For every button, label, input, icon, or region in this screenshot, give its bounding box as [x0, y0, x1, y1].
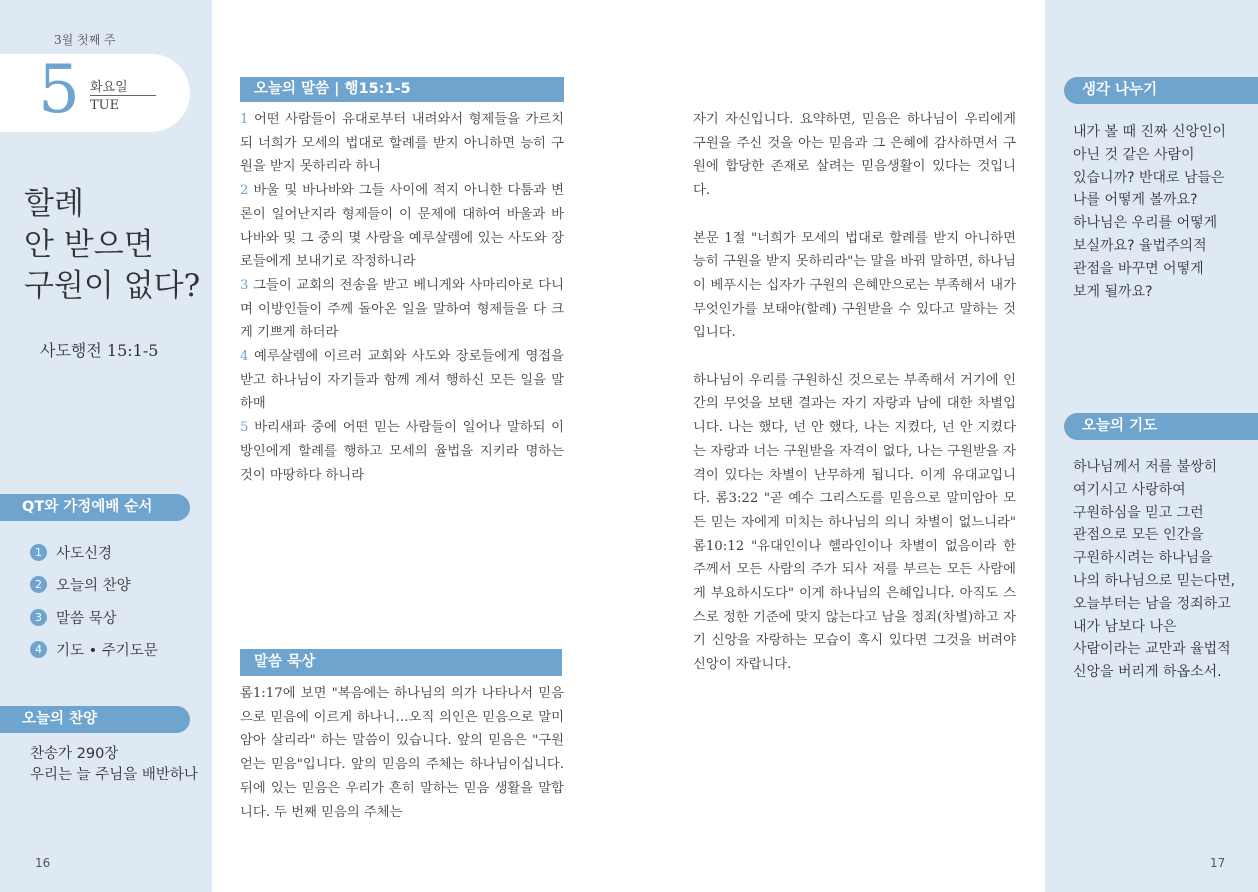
- verse-text: 바리새파 중에 어떤 믿는 사람들이 일어나 말하되 이방인에게 할례를 행하고 모세의 율법을 지키라 명하는 것이 마땅하다 하니라: [240, 420, 564, 483]
- qt-step: [30, 541, 112, 563]
- verse-number: 2: [240, 183, 249, 199]
- meditation-heading: 말씀 묵상: [240, 649, 562, 676]
- prayer-line: 오늘부터는 남을 정죄하고: [1073, 595, 1231, 612]
- page-number-right: 17: [1210, 856, 1226, 870]
- commentary-paragraph: 본문 1절 "너희가 모세의 법대로 할례를 받지 아니하면 능히 구원을 받지 못하리라"는 말을 바꿔 말하면, 하나님이 베푸시는 십자가 구원의 은혜만으로는 부족해서 내가 무엇인가를 보태야(할례) 구원받을 수 있다고 말하는 것입니다.: [693, 230, 1016, 341]
- prayer-line: 구원하시려는 하나님을: [1073, 550, 1213, 567]
- day-number: 5: [38, 51, 80, 128]
- verse-number: 5: [240, 420, 249, 436]
- hymn-line: 우리는 늘 주님을 배반하나: [30, 767, 198, 783]
- prayer-line: 관점으로 모든 인간을: [1073, 527, 1204, 544]
- title-line: 할례: [24, 186, 84, 222]
- prayer-heading: 오늘의 기도: [1064, 413, 1258, 440]
- commentary-paragraph: 하나님이 우리를 구원하신 것으로는 부족해서 거기에 인간의 무엇을 보탠 결과는 자기 자랑과 남에 대한 차별입니다. 나는 했다, 넌 안 했다, 나는 지켰다, 넌 안 지켰다는 자랑과 너는 구원받을 자격이 없다, 나는 구원받을 자격이 있다는 차별이 난무하게 됩니다. 이게 유대교입니다. 롬3:22 "곧 예수 그리스도를 믿음으로 말미암아 모든 믿는 자에게 미치는 하나님의 의니 차별이 없느니라" 롬10:12 "유대인이나 헬라인이나 차별이 없음이라 한 주께서 모든 사람의 주가 되사 저를 부르는 모든 사람에게 부요하시도다" 이게 하나님의 은혜입니다. 아직도 스스로 정한 기준에 맞지 않는다고 남을 정죄(차별)하고 자기 신앙을 자랑하는 모습이 혹시 있다면 그것을 버려야 신앙이 자랍니다.: [693, 372, 1016, 673]
- step-label: 기도 • 주기도문: [56, 642, 158, 659]
- hymn-text: [30, 744, 198, 786]
- day-english: TUE: [90, 98, 120, 113]
- qt-step: [30, 573, 131, 595]
- verse-number: 3: [240, 277, 249, 293]
- verse: [240, 274, 564, 345]
- prayer-text: [1073, 456, 1235, 684]
- verse-text: 예루살렘에 이르러 교회와 사도와 장로들에게 영접을 받고 하나님이 자기들과 함께 계셔 행하신 모든 일을 말하매: [240, 349, 564, 412]
- sharing-heading: 생각 나누기: [1064, 77, 1258, 104]
- prayer-line: 구원하심을 믿고 그런: [1073, 504, 1204, 521]
- verse: [240, 179, 564, 274]
- prayer-line: 내가 남보다 나은: [1073, 618, 1177, 635]
- step-label: 사도신경: [56, 545, 113, 562]
- sharing-line: 아닌 것 같은 사람이: [1073, 146, 1195, 163]
- hymn-heading: 오늘의 찬양: [0, 706, 190, 733]
- title-line: 구원이 없다?: [24, 268, 201, 304]
- sharing-line: 보게 될까요?: [1073, 283, 1153, 300]
- verse-text: 그들이 교회의 전송을 받고 베니게와 사마리아로 다니며 이방인들이 주께 돌아온 일을 말하여 형제들을 다 크게 기쁘게 하더라: [240, 277, 564, 341]
- step-number: 4: [30, 641, 47, 658]
- day-divider: [90, 95, 156, 96]
- sharing-line: 관점을 바꾸면 어떻게: [1073, 260, 1204, 277]
- prayer-line: 신앙을 버리게 하옵소서.: [1073, 664, 1222, 681]
- prayer-line: 나의 하나님으로 믿는다면,: [1073, 572, 1236, 589]
- verse-text: 어떤 사람들이 유대로부터 내려와서 형제들을 가르치되 너희가 모세의 법대로 할례를 받지 아니하면 능히 구원을 받지 못하리라 하니: [240, 112, 564, 175]
- step-number: 1: [30, 544, 47, 561]
- sharing-line: 하나님은 우리를 어떻게: [1073, 215, 1218, 232]
- sharing-line: 있습니까? 반대로 남들은: [1073, 169, 1225, 186]
- sharing-line: 나를 어떻게 볼까요?: [1073, 192, 1198, 209]
- page-number-left: 16: [35, 856, 51, 870]
- verse-text: 바울 및 바나바와 그들 사이에 적지 아니한 다툼과 변론이 일어난지라 형제들이 이 문제에 대하여 바울과 바나바와 및 그 중의 몇 사람을 예루살렘에 있는 사도와 장로들에게 보내기로 작정하니라: [240, 183, 564, 270]
- prayer-line: 사람이라는 교만과 율법적: [1073, 641, 1231, 658]
- devotion-title: [24, 184, 200, 307]
- title-line: 안 받으면: [24, 227, 154, 263]
- commentary: [693, 108, 1016, 677]
- day-korean: 화요일: [90, 80, 128, 95]
- prayer-line: 하나님께서 저를 불쌍히: [1073, 459, 1218, 475]
- scripture-heading: 오늘의 말씀 | 행15:1-5: [240, 77, 564, 102]
- hymn-line: 찬송가 290장: [30, 746, 119, 762]
- qt-step: [30, 606, 117, 628]
- qt-order-heading: QT와 가정예배 순서: [0, 494, 190, 521]
- sharing-line: 보실까요? 율법주의적: [1073, 237, 1207, 254]
- verse-number: 1: [240, 112, 249, 127]
- commentary-paragraph: 자기 자신입니다. 요약하면, 믿음은 하나님이 우리에게 구원을 주신 것을 아는 믿음과 그 은혜에 감사하면서 구원에 합당한 존재로 살려는 믿음생활이 있다는 것입니다.: [693, 112, 1016, 199]
- step-label: 말씀 묵상: [56, 610, 117, 627]
- step-number: 3: [30, 609, 47, 626]
- step-number: 2: [30, 576, 47, 593]
- meditation-text: 롬1:17에 보면 "복음에는 하나님의 의가 나타나서 믿음으로 믿음에 이르게 하나니…오직 의인은 믿음으로 말미암아 살리라" 하는 말씀이 있습니다. 앞의 믿음은 "구원얻는 믿음"입니다. 앞의 믿음의 주체는 하나님이십니다. 뒤에 있는 믿음은 우리가 흔히 말하는 믿음 생활을 말합니다. 두 번째 믿음의 주체는: [240, 686, 564, 820]
- verse: [240, 345, 564, 416]
- verse-number: 4: [240, 349, 249, 365]
- qt-step: [30, 638, 158, 660]
- prayer-line: 여기시고 사랑하여: [1073, 481, 1186, 498]
- sharing-text: [1073, 121, 1226, 303]
- week-label: 3월 첫째 주: [54, 33, 116, 47]
- sharing-line: 내가 볼 때 진짜 신앙인이: [1073, 124, 1227, 140]
- step-label: 오늘의 찬양: [56, 577, 131, 594]
- verse: [240, 416, 564, 487]
- scripture-reference: 사도행전 15:1-5: [40, 341, 159, 360]
- verse: [240, 108, 564, 179]
- scripture-verses: [240, 108, 564, 487]
